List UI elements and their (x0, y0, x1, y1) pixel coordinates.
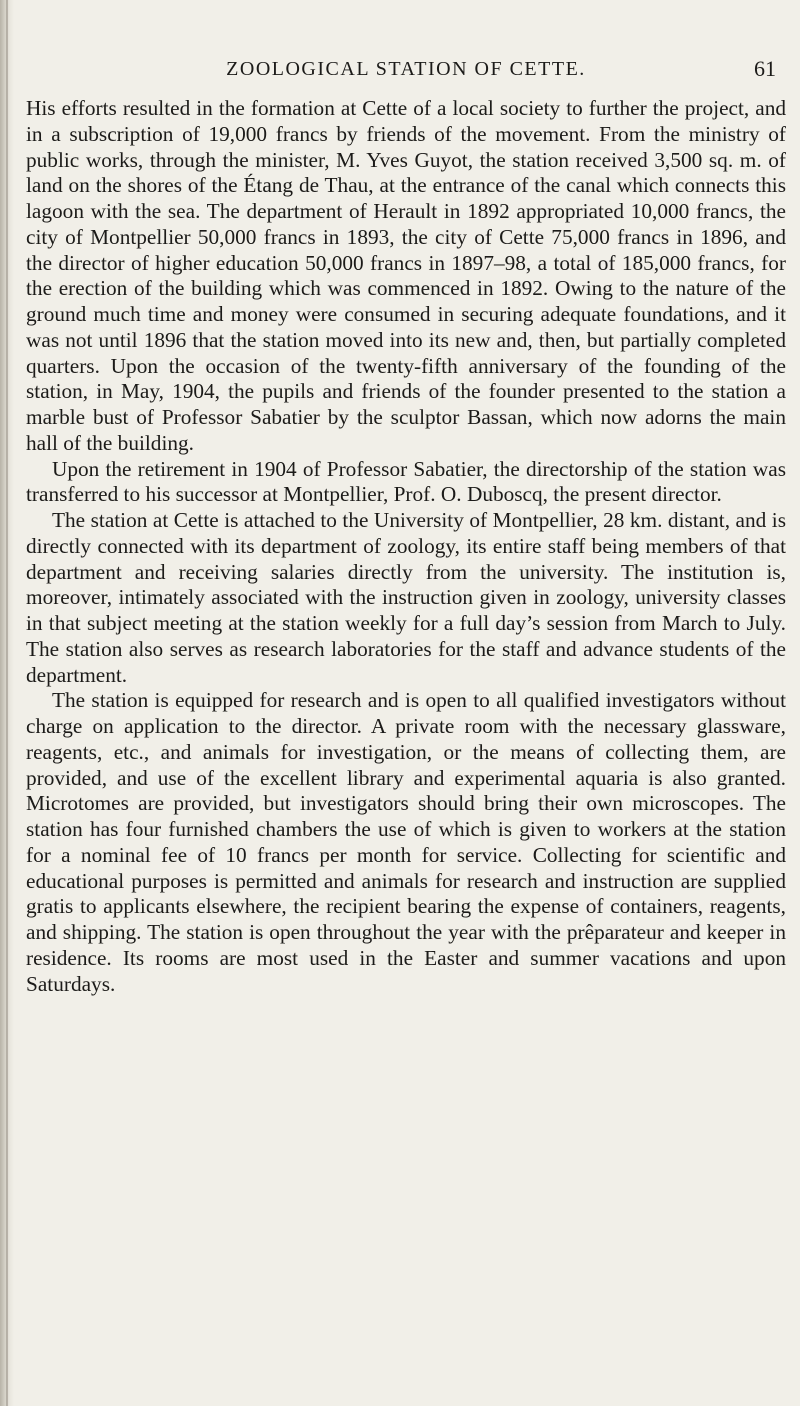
page-header (26, 56, 786, 86)
page-binding-line (6, 0, 8, 1406)
running-head: ZOOLOGICAL STATION OF CETTE. (226, 58, 586, 80)
body-text (26, 96, 786, 997)
paragraph-university: The station at Cette is attached to the University of Montpellier, 28 km. distant, and is directly connected with its department of zoology, its entire staff being members of that department and receiving salaries directly from the university. The institution is, moreover, intimately associated with the instruction given in zoology, university classes in that subject meeting at the station weekly for a full day’s session from March to July. The station also serves as research laboratories for the staff and advance students of the department. (26, 508, 786, 687)
paragraph-history: His efforts resulted in the formation at Cette of a local society to further the project, and in a subscription of 19,000 francs by friends of the movement. From the ministry of public works, through the minister, M. Yves Guyot, the station received 3,500 sq. m. of land on the shores of the Étang de Thau, at the entrance of the canal which connects this lagoon with the sea. The department of Herault in 1892 appropriated 10,000 francs, the city of Montpellier 50,000 francs in 1893, the city of Cette 75,000 francs in 1896, and the director of higher education 50,000 francs in 1897–98, a total of 185,000 francs, for the erection of the building which was commenced in 1892. Owing to the nature of the ground much time and money were consumed in securing adequate foundations, and it was not until 1896 that the station moved into its new and, then, but partially completed quarters. Upon the occasion of the twenty-fifth anniversary of the founding of the station, in May, 1904, the pupils and friends of the founder presented to the station a marble bust of Professor Sabatier by the sculptor Bassan, which now adorns the main hall of the building. (26, 96, 786, 455)
page-number: 61 (754, 56, 776, 81)
paragraph-directorship: Upon the retirement in 1904 of Professor Sabatier, the directorship of the station was transferred to his successor at Montpellier, Prof. O. Duboscq, the present director. (26, 456, 786, 507)
paragraph-facilities: The station is equipped for research and is open to all qualified investigators without charge on application to the director. A private room with the necessary glassware, reagents, etc., and animals for investigation, or the means of collecting them, are provided, and use of the excellent library and experimental aquaria is also granted. Microtomes are provided, but investigators should bring their own microscopes. The station has four furnished chambers the use of which is given to workers at the station for a nominal fee of 10 francs per month for service. Collecting for scientific and educational purposes is permitted and animals for research and instruction are supplied gratis to applicants elsewhere, the recipient bearing the expense of containers, reagents, and shipping. The station is open throughout the year with the prêparateur and keeper in residence. Its rooms are most used in the Easter and summer vacations and upon Saturdays. (26, 688, 786, 996)
